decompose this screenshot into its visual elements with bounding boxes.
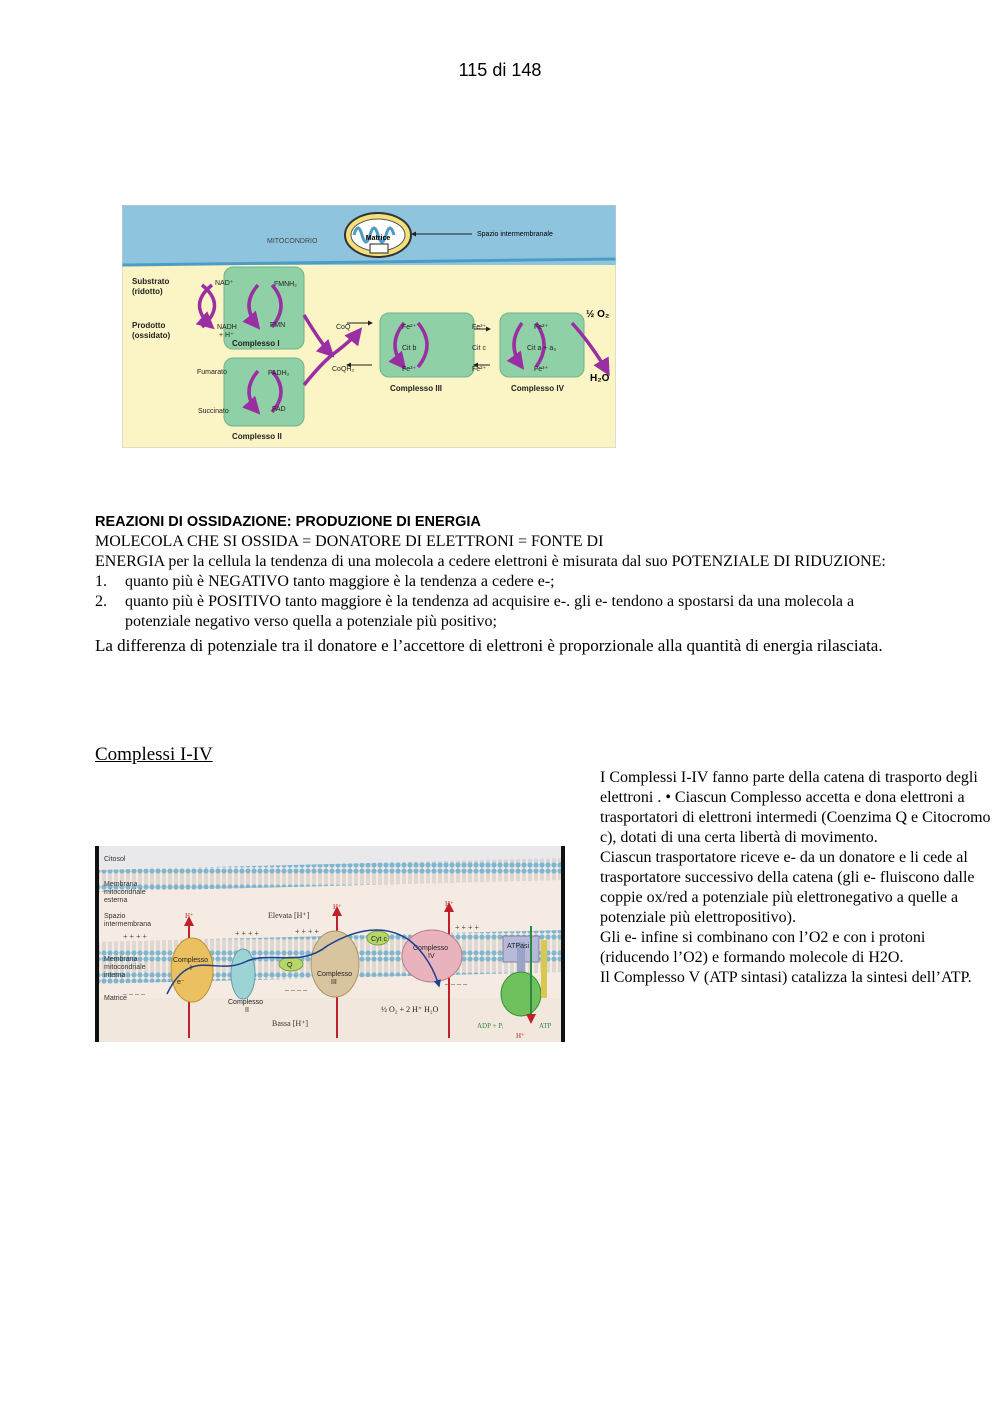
label-c1-num: I — [190, 965, 192, 972]
label-matrice: Matrice — [365, 235, 391, 242]
list-item — [95, 592, 915, 632]
label-complesso-2: Complesso II — [232, 432, 282, 441]
label-c4-fe3: Fe³⁺ — [534, 366, 549, 373]
plus-signs: + + + + — [455, 923, 480, 932]
page-number: 115 di 148 — [458, 60, 542, 80]
label-matrice: Matrice — [104, 995, 127, 1002]
section-line2: ENERGIA per la cellula la tendenza di una molecola a cedere elettroni è misurata dal suo POTENZIALE DI RIDUZIONE: — [95, 553, 886, 570]
label-bassa: Bassa [H⁺] — [272, 1019, 308, 1028]
label-cytc: Cyt c — [371, 936, 387, 943]
paragraph: Gli e- infine si combinano con l’O2 e con i protoni (riducendo l’O2) e formando molecole di H2O. — [600, 929, 926, 966]
label-adp: ADP + Pᵢ — [477, 1022, 504, 1030]
label-spazio: Spazio — [104, 913, 126, 920]
complesso-2-box — [224, 358, 304, 426]
minus-signs: – – – – — [445, 979, 467, 988]
label-citosol: Citosol — [104, 856, 126, 863]
label-cita: Cit a + a₃ — [527, 345, 557, 352]
prodotto-1: Prodotto — [132, 321, 166, 330]
prodotto-2: (ossidato) — [132, 331, 171, 340]
label-complesso-4: Complesso IV — [511, 384, 564, 393]
membrane-complexes-diagram — [95, 846, 565, 1042]
substrato-1: Substrato — [132, 277, 170, 286]
label-c1: Complesso — [173, 957, 209, 964]
complesso-1-shape — [171, 938, 213, 1002]
label-eminus: e⁻ — [177, 979, 185, 986]
label-citc: Cit c — [472, 345, 486, 352]
svg-text:Prodotto(ossidato) — [132, 321, 171, 340]
label-membrana-interna-2: mitocondriale — [104, 964, 146, 971]
label-coqh2: CoQH₂ — [332, 366, 355, 373]
label-h2o: H₂O — [590, 373, 610, 384]
section-title-complessi: Complessi I-IV — [95, 744, 213, 765]
label-atpasi: ATPasi — [507, 943, 530, 950]
label-membrana-esterna-2: mitocondriale — [104, 889, 146, 896]
label-succinato: Succinato — [198, 408, 229, 415]
label-c4: Complesso — [413, 945, 449, 952]
label-nadh-h: + H⁺ — [219, 332, 234, 339]
label-spazio-2: intermembrana — [104, 921, 152, 928]
label-complesso-3: Complesso III — [390, 384, 443, 393]
section-line1: MOLECOLA CHE SI OSSIDA = DONATORE DI ELETTRONI = FONTE DI — [95, 533, 604, 550]
section-closing: La differenza di potenziale tra il donatore e l’accettore di elettroni è proporzionale alla quantità di energia rilasciata. — [95, 636, 883, 655]
label-fmn: FMN — [270, 322, 286, 329]
label-c2: Complesso — [228, 999, 264, 1006]
label-c3: Complesso — [317, 971, 353, 978]
label-membrana-interna-3: interna — [104, 972, 126, 979]
label-fumarato: Fumarato — [197, 369, 227, 376]
label-hplus: H⁺ — [185, 912, 194, 920]
list-text: quanto più è NEGATIVO tanto maggiore è la tendenza a cedere e-; — [125, 573, 555, 590]
label-c3-num: III — [331, 979, 337, 986]
label-spazio: Spazio intermembranale — [477, 231, 553, 238]
label-hplus: H⁺ — [333, 903, 342, 911]
plus-signs: + + + + — [123, 932, 148, 941]
label-c4-fe2: Fe²⁺ — [534, 324, 549, 331]
label-c2-num: II — [245, 1007, 249, 1014]
label-mitocondrio: MITOCONDRIO — [267, 238, 318, 245]
label-coq: CoQ — [336, 324, 351, 331]
list-number: 1. — [95, 573, 107, 590]
label-fadh2: FADH₂ — [268, 370, 290, 377]
list-text: quanto più è POSITIVO tanto maggiore è la tendenza ad acquisire e-. gli e- tendono a spostarsi da una molecola a potenziale negativo verso quella a potenziale più positivo; — [125, 593, 855, 630]
section-oxidation — [95, 512, 915, 656]
list-number: 2. — [95, 593, 107, 610]
minus-signs: – – – – — [123, 989, 145, 998]
label-hplus: H⁺ — [445, 900, 454, 908]
label-citc-fe2: Fe²⁺ — [472, 366, 487, 373]
paragraph: I Complessi I-IV fanno parte della catena di trasporto degli elettroni . • Ciascun Complesso accetta e dona elettroni a trasportatori di elettroni intermedi (Coenzima Q e Citocromo c), dotati di una certa libertà di movimento. — [600, 769, 991, 846]
label-nadh: NADH — [217, 324, 237, 331]
label-q: Q — [287, 962, 293, 969]
label-membrana-esterna-3: esterna — [104, 897, 128, 904]
complesso-1-box — [224, 267, 304, 349]
substrato-2: (ridotto) — [132, 287, 163, 296]
label-elevata: Elevata [H⁺] — [268, 911, 310, 920]
list-item — [95, 572, 915, 592]
label-membrana-esterna: Membrana — [104, 881, 138, 888]
electron-transport-diagram — [122, 205, 616, 448]
atpasi-head — [501, 972, 541, 1016]
label-c4-num: IV — [428, 953, 435, 960]
minus-signs: – – – – — [285, 985, 307, 994]
label-citc-fe3: Fe³⁺ — [472, 324, 487, 331]
paragraph: Ciascun trasportatore riceve e- da un donatore e li cede al trasportatore successivo della catena (gli e- fluiscono dalle coppie ox/red a potenziale più elettronegativo a quelle a potenziale più elettropositivo). — [600, 849, 975, 926]
label-atp: ATP — [539, 1022, 552, 1030]
label-fmnh2: FMNH₂ — [274, 281, 297, 288]
label-o2: ½ O₂ — [586, 309, 610, 320]
plus-signs: + + + + — [295, 927, 320, 936]
label-membrana-interna: Membrana — [104, 956, 138, 963]
label-complesso-1: Complesso I — [232, 339, 280, 348]
label-reaction: ½ O₂ + 2 H⁺ H₂O — [381, 1005, 439, 1014]
label-hplus: H⁺ — [516, 1032, 525, 1040]
label-fad: FAD — [272, 406, 286, 413]
label-nad: NAD⁺ — [215, 280, 234, 287]
paragraph: Il Complesso V (ATP sintasi) catalizza la sintesi dell’ATP. — [600, 969, 972, 986]
label-c3-fe3: Fe³⁺ — [402, 366, 417, 373]
label-c3-fe2: Fe²⁺ — [402, 324, 417, 331]
section-complessi-text — [600, 768, 998, 988]
complesso-2-shape — [231, 949, 255, 999]
section-heading: REAZIONI DI OSSIDAZIONE: PRODUZIONE DI ENERGIA — [95, 514, 481, 530]
label-citb: Cit b — [402, 345, 417, 352]
plus-signs: + + + + — [235, 929, 260, 938]
